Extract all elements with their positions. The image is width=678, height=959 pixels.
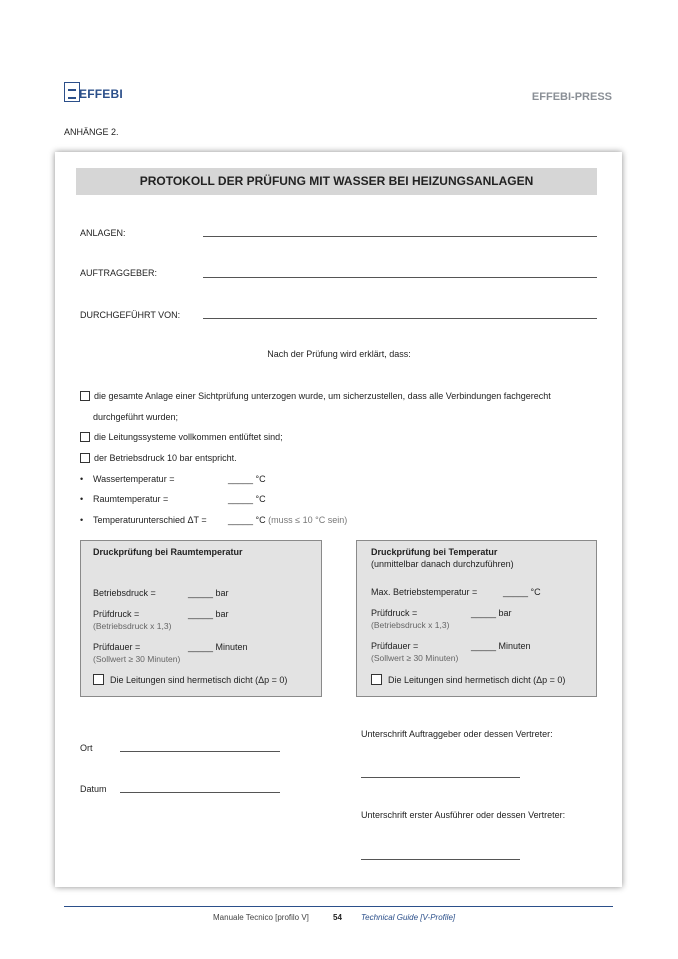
box-left-test-pressure-value[interactable]: _____ bar — [188, 609, 229, 619]
logo-mark-icon — [64, 82, 80, 102]
check-row-visual-inspection — [80, 391, 551, 401]
box-right-duration-note: (Sollwert ≥ 30 Minuten) — [371, 653, 459, 663]
box-left-title: Druckprüfung bei Raumtemperatur — [93, 547, 243, 557]
box-right-tight-checkbox[interactable] — [371, 674, 382, 685]
check-text-vented: die Leitungssysteme vollkommen entlüftet sind; — [94, 432, 283, 442]
box-right-check-row — [371, 674, 565, 685]
check-text-pressure: der Betriebsdruck 10 bar entspricht. — [94, 453, 237, 463]
field-label-auftraggeber: AUFTRAGGEBER: — [80, 268, 158, 278]
signature-executor-label: Unterschrift erster Ausführer oder dessen Vertreter: — [361, 810, 566, 820]
statement-text: Nach der Prüfung wird erklärt, dass: — [267, 349, 411, 359]
brand-name: EFFEBI-PRESS — [531, 91, 612, 103]
checkbox-vented[interactable] — [80, 432, 90, 442]
signature-client-line[interactable] — [361, 777, 520, 778]
bullet-temp-diff: • Temperaturunterschied ΔT = _____ °C (muss ≤ 10 °C sein) — [80, 515, 348, 525]
room-temp-label: Raumtemperatur = — [93, 494, 169, 504]
box-left-operating-pressure-label: Betriebsdruck = — [93, 588, 156, 598]
box-right-max-temp-label: Max. Betriebstemperatur = — [371, 587, 478, 597]
check-row-vented — [80, 432, 283, 442]
ort-label: Ort — [80, 743, 93, 753]
checkbox-visual-inspection[interactable] — [80, 391, 90, 401]
bullet-room-temp: • Raumtemperatur = _____ °C — [80, 494, 266, 504]
footer-divider — [64, 906, 613, 907]
check-text-visual-inspection-cont: durchgeführt wurden; — [93, 412, 179, 422]
annex-label: ANHÄNGE 2. — [64, 127, 119, 137]
box-left-operating-pressure-value[interactable]: _____ bar — [188, 588, 229, 598]
field-line-durchgefuehrt[interactable] — [203, 318, 597, 319]
footer-right: Technical Guide [V-Profile] — [361, 913, 456, 922]
check-text-visual-inspection: die gesamte Anlage einer Sichtprüfung unterzogen wurde, um sicherzustellen, dass alle Verbindungen fachgerecht — [94, 391, 551, 401]
field-label-durchgefuehrt: DURCHGEFÜHRT VON: — [80, 310, 181, 320]
box-right-test-pressure-value[interactable]: _____ bar — [471, 608, 512, 618]
temp-diff-value[interactable]: _____ °C — [228, 515, 266, 525]
temp-diff-label: Temperaturunterschied ΔT = — [93, 515, 207, 525]
page-number: 54 — [333, 913, 342, 922]
signature-client-label: Unterschrift Auftraggeber oder dessen Vertreter: — [361, 729, 553, 739]
box-left-tight-checkbox[interactable] — [93, 674, 104, 685]
box-left-duration-label: Prüfdauer = — [93, 642, 141, 652]
logo-text: EFFEBI — [79, 87, 123, 101]
water-temp-value[interactable]: _____ °C — [228, 474, 266, 484]
box-right-tight-text: Die Leitungen sind hermetisch dicht (Δp = 0) — [388, 674, 566, 685]
ort-line[interactable] — [120, 751, 280, 752]
checkbox-pressure[interactable] — [80, 453, 90, 463]
field-line-anlagen[interactable] — [203, 236, 597, 237]
bullet-water-temp: • Wassertemperatur = _____ °C — [80, 474, 266, 484]
box-right-title: Druckprüfung bei Temperatur — [371, 547, 498, 557]
box-left-duration-value[interactable]: _____ Minuten — [188, 642, 248, 652]
box-right-max-temp-value[interactable]: _____ °C — [503, 587, 541, 597]
box-left-test-pressure-note: (Betriebsdruck x 1,3) — [93, 621, 172, 631]
effebi-logo — [64, 82, 126, 104]
box-right-duration-label: Prüfdauer = — [371, 641, 419, 651]
room-temp-value[interactable]: _____ °C — [228, 494, 266, 504]
box-right-test-pressure-note: (Betriebsdruck x 1,3) — [371, 620, 450, 630]
field-label-anlagen: ANLAGEN: — [80, 228, 126, 238]
datum-line[interactable] — [120, 792, 280, 793]
protocol-title: PROTOKOLL DER PRÜFUNG MIT WASSER BEI HEIZUNGSANLAGEN — [76, 168, 597, 195]
signature-executor-line[interactable] — [361, 859, 520, 860]
box-left-duration-note: (Sollwert ≥ 30 Minuten) — [93, 654, 181, 664]
footer-left: Manuale Tecnico [profilo V] — [213, 913, 309, 922]
box-right-duration-value[interactable]: _____ Minuten — [471, 641, 531, 651]
box-left-check-row — [93, 674, 287, 685]
box-left-test-pressure-label: Prüfdruck = — [93, 609, 140, 619]
field-line-auftraggeber[interactable] — [203, 277, 597, 278]
temp-diff-note: (muss ≤ 10 °C sein) — [268, 515, 348, 525]
box-left-tight-text: Die Leitungen sind hermetisch dicht (Δp = 0) — [110, 674, 288, 685]
temp-diff-value-group — [228, 515, 347, 525]
check-row-pressure — [80, 453, 237, 463]
box-right-subtitle: (unmittelbar danach durchzuführen) — [371, 559, 514, 569]
water-temp-label: Wassertemperatur = — [93, 474, 175, 484]
datum-label: Datum — [80, 784, 107, 794]
box-right-test-pressure-label: Prüfdruck = — [371, 608, 418, 618]
